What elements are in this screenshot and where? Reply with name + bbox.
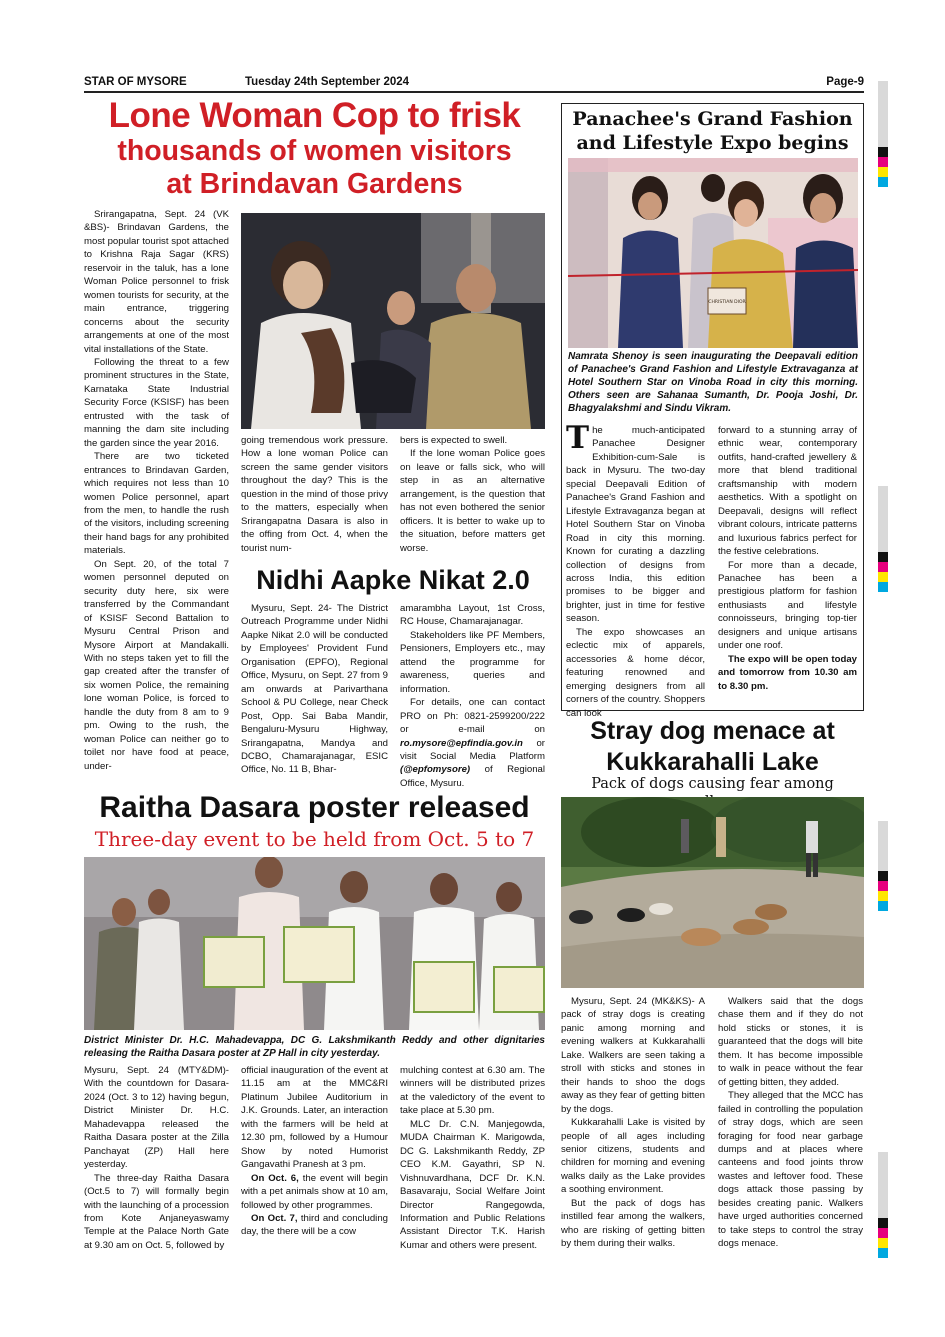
- nidhi-contact-text: For details, one can contact PRO on Ph: 0821-2599200/222 or e-mail on: [400, 697, 545, 736]
- nidhi-contact-text: of Regional Office, Mysuru.: [400, 764, 545, 789]
- nidhi-headline: Nidhi Aapke Nikat 2.0: [256, 565, 530, 595]
- cop-photo-illustration: [241, 213, 545, 429]
- panachee-bag-text: CHRISTIAN DIOR: [708, 300, 746, 305]
- dog-paragraph: Kukkarahalli Lake is visited by people of all ages including senior citizens, students and children for morning and evening walks daily as the Lake provides a soothing environment.: [561, 1117, 705, 1196]
- cop-headline: [84, 97, 545, 201]
- raitha-text: the event will begin with a pet animals show at 10 am, followed by other programmes.: [241, 1172, 388, 1211]
- cop-paragraph: Srirangapatna, Sept. 24 (VK &BS)- Brindavan Gardens, the most popular tourist spot attached to Krishna Raja Sagar (KRS) reservoir in the taluk, has a lone Woman Police personnel to frisk women tourists for security, at the main entrance, triggering concerns about the security arrangements at one of the most vital installations of the State.: [84, 209, 229, 355]
- cop-paragraph: Following the threat to a few prominent structures in the State, Karnataka State Industrial Security Force (KSISF) has been entrusted with the task of manning the dam site including the garden since the year 2016.: [84, 356, 229, 449]
- registration-bar-top: [878, 81, 888, 187]
- panachee-headline: [563, 107, 862, 155]
- panachee-paragraph: For more than a decade, Panachee has been a prestigious platform for fashion enthusiasts and lifestyle connoisseurs, bringing top-tier designers and unique artisans under one roof.: [718, 559, 857, 652]
- nidhi-paragraph: Stakeholders like PF Members, Pensioners, Employers etc., may attend the programme for awareness, queries and information.: [400, 629, 545, 695]
- raitha-column-1: [84, 1064, 229, 1252]
- raitha-paragraph: mulching contest at 6.30 am. The winners will be distributed prizes at the valedictory of the event to take place at 5.30 pm.: [400, 1065, 545, 1117]
- dog-headline: [561, 716, 864, 778]
- cop-paragraph: On Sept. 20, of the total 7 women personnel deputed on security duty here, six were transferred by the Commandant of KSISF Second Battalion to Mysuru Central Prison and Mysore Airport at Mandakalli. With no steps taken yet to fill the gap created after the transfer of six women Police, the remaining lone woman Police, is forced to handle the duty from 8 am to 9 pm. Owing to the rush, the woman Police can neither go to toilet nor have food at peace, under-: [84, 558, 229, 772]
- raitha-paragraph: Mysuru, Sept. 24 (MTY&DM)- With the countdown for Dasara-2024 (Oct. 3 to 12) having begun, District Minister Dr. H.C. Mahadevappa released the Raitha Dasara poster at the Zilla Panchayat (ZP) Hall here yesterday.: [84, 1065, 229, 1171]
- raitha-column-3: [400, 1064, 545, 1252]
- raitha-column-2: [241, 1064, 388, 1239]
- panachee-column-1: [566, 420, 705, 720]
- issue-date: Tuesday 24th September 2024: [245, 76, 410, 88]
- dog-subhead: Pack of dogs causing fear among: [591, 776, 834, 792]
- raitha-paragraph: [241, 1172, 388, 1212]
- raitha-paragraph: official inauguration of the event at 11.15 am at the MMC&RI Platinum Jubilee Auditorium in J.K. Grounds. Later, an interaction with the farmers will be held at 12.30 pm, followed by a Humour Show by noted Humorist Gangavathi Pranesh at 3 pm.: [241, 1065, 388, 1171]
- panachee-paragraph: forward to a stunning array of ethnic wear, contemporary outfits, hand-crafted jewellery & more that blend traditional craftsmanship with modern aesthetics. With a spotlight on Deepavali, designs will reflect vibrant colours, intricate patterns and luxurious fabrics perfect for the festive celebrations.: [718, 425, 857, 558]
- panachee-caption: Namrata Shenoy is seen inaugurating the Deepavali edition of Panachee's Grand Fashion and Lifestyle Extravaganza at Hotel Southern Star on Vinoba Road in city this morning. Others seen are Sahanaa Sumanth, Dr. Pooja Joshi, Dr. Bhagyalakshmi and Sindu Vikram.: [568, 351, 858, 414]
- raitha-date-label: On Oct. 7,: [251, 1212, 298, 1224]
- panachee-photo-illustration: [568, 158, 858, 348]
- raitha-photo-illustration: [84, 857, 545, 1030]
- cop-headline-line3: at Brindavan Gardens: [166, 168, 463, 200]
- panachee-text: he much-anticipated Panachee Designer Exhibition-cum-Sale is back in Mysuru. The two-day special Deepavali Edition of Panachee's Grand Fashion and Lifestyle Extravaganza began at Hotel Southern Star on Vinoba Road in city this morning. Known for curating a dazzling collection of designs from across India, this edition promises to be bigger and brighter, just in time for festive season.: [566, 425, 705, 625]
- dog-headline-line1: Stray dog menace at: [590, 717, 835, 745]
- cop-column-3: [400, 434, 545, 555]
- dog-photo-illustration: [561, 797, 864, 988]
- dog-photo: [561, 797, 864, 988]
- registration-bar-middle: [878, 486, 888, 592]
- nidhi-contact-text: or visit Social Media Platform: [400, 737, 545, 762]
- dog-headline-line2: Kukkarahalli Lake: [606, 748, 819, 776]
- dog-paragraph: But the pack of dogs has instilled fear among the walkers, who are risking of getting bitten by them during their walks.: [561, 1197, 705, 1250]
- panachee-column-2: [718, 424, 857, 693]
- dog-column-1: [561, 995, 705, 1251]
- panachee-headline-line1: Panachee's Grand Fashion: [572, 108, 853, 130]
- nidhi-email-link[interactable]: ro.mysore@epfindia.gov.in: [400, 737, 523, 749]
- cop-headline-line1: Lone Woman Cop to frisk: [108, 96, 521, 135]
- raitha-photo: [84, 857, 545, 1030]
- raitha-paragraph: MLC Dr. C.N. Manjegowda, MUDA Chairman K. Marigowda, DC G. Lakshmikanth Reddy, ZP CEO K.M. Gayathri, SP N. Vishnuvardhana, DCF Dr. K.N. Basavaraju, Social Welfare Joint Director Rangegowda, Information and Public Relations Assistant Director T.K. Harish Kumar and others were present.: [400, 1118, 545, 1251]
- nidhi-column-2: [400, 602, 545, 790]
- cop-paragraph: If the lone woman Police goes on leave or falls sick, who will step in as an alternative arrangement, is the question that has not even bothered the senior officers. It is better to wake up to the situation, before matters get worse.: [400, 448, 545, 554]
- cop-headline-line2: thousands of women visitors: [117, 135, 512, 167]
- nidhi-column-1: [241, 602, 388, 777]
- cop-column-2: [241, 434, 388, 555]
- cop-paragraph: going tremendous work pressure. How a lone woman Police can screen the same gender visitors throughout the day? This is the question in the mind of those privy to the matters, especially when Srirangapatna Dasara is also in the offing from Oct. 4, when the tourist num-: [241, 435, 388, 554]
- panachee-paragraph: The expo showcases an eclectic mix of apparels, accessories & home décor, featuring renowned and emerging designers from all corners of the country. Shoppers can look: [566, 626, 705, 719]
- header-rule: [84, 91, 864, 93]
- dog-paragraph: Walkers said that the dogs chase them and if they do not hold sticks or stones, it is guaranteed that the dogs will bite them. It has become impossible to walk in peace without the fear of getting bitten, they added.: [718, 996, 863, 1088]
- raitha-paragraph: The three-day Raitha Dasara (Oct.5 to 7) will formally begin with the launching of a procession from Kote Anjaneyaswamy Temple at the Palace North Gate at 9.30 am on Oct. 5, followed by: [84, 1172, 229, 1251]
- dog-paragraph: They alleged that the MCC has failed in controlling the population of stray dogs, which are seen foraging for food near garbage dumps and at places where canteens and food joints throw wastes and leftover food. These dogs attack those passing by besides creating panic. Walkers have urged authorities concerned to take steps to control the stray dogs menace.: [718, 1090, 863, 1250]
- cop-photo: [241, 213, 545, 429]
- page-number: Page-9: [826, 76, 864, 88]
- raitha-caption: District Minister Dr. H.C. Mahadevappa, DC G. Lakshmikanth Reddy and other dignitaries releasing the Raitha Dasara poster at ZP Hall in city yesterday.: [84, 1035, 545, 1059]
- raitha-paragraph: [241, 1212, 388, 1239]
- registration-bar-bottom: [878, 1152, 888, 1258]
- nidhi-paragraph: amarambha Layout, 1st Cross, RC House, Chamarajanagar.: [400, 603, 545, 628]
- raitha-date-label: On Oct. 6,: [251, 1172, 299, 1184]
- raitha-headline: Raitha Dasara poster released: [99, 791, 530, 824]
- cop-paragraph: There are two ticketed entrances to Brindavan Garden, which requires not less than 10 women Police personnel, apart from the men, to handle the rush of the visitors, including screening their hand bags for any prohibited materials.: [84, 451, 229, 557]
- panachee-paragraph: [566, 420, 705, 626]
- panachee-photo: [568, 158, 858, 348]
- panachee-dropcap: T: [566, 420, 590, 456]
- panachee-headline-line2: and Lifestyle Expo begins: [576, 132, 849, 154]
- cop-paragraph: bers is expected to swell.: [400, 435, 508, 446]
- cop-column-1: [84, 208, 229, 773]
- masthead-strip: [84, 75, 864, 91]
- raitha-text: third and concluding day, the there will be a cow: [241, 1212, 388, 1238]
- raitha-subhead: Three-day event to be held from Oct. 5 to 7: [94, 827, 535, 851]
- registration-bar-lower: [878, 821, 888, 911]
- nidhi-paragraph: Mysuru, Sept. 24- The District Outreach Programme under Nidhi Aapke Nikat 2.0 will be conducted by Employees' Provident Fund Organisation (EPFO), Regional Office, Mysuru, on Sept. 27 from 9 am onwards at Parivarthana School & PU College, near Check Post, Opp. Sai Baba Mandir, Bengaluru-Mysuru Highway, Srirangapatna, Mandya and DCBO, Chamarajanagar, ESIC Office, No. 11 B, Bhar-: [241, 603, 388, 776]
- paper-name: STAR OF MYSORE: [84, 76, 187, 88]
- nidhi-social-handle[interactable]: (@epfomysore): [400, 764, 471, 776]
- dog-column-2: [718, 995, 863, 1251]
- panachee-paragraph: The expo will be open today and tomorrow from 10.30 am to 8.30 pm.: [718, 653, 857, 692]
- nidhi-contact-paragraph: [400, 696, 545, 790]
- dog-paragraph: Mysuru, Sept. 24 (MK&KS)- A pack of stray dogs is creating panic among morning and evening walkers at Kukkarahalli Lake. Walkers are seen taking a stroll with sticks and stones in their hands to shoo the dogs away as they fear of getting bitten by the dogs.: [561, 996, 705, 1115]
